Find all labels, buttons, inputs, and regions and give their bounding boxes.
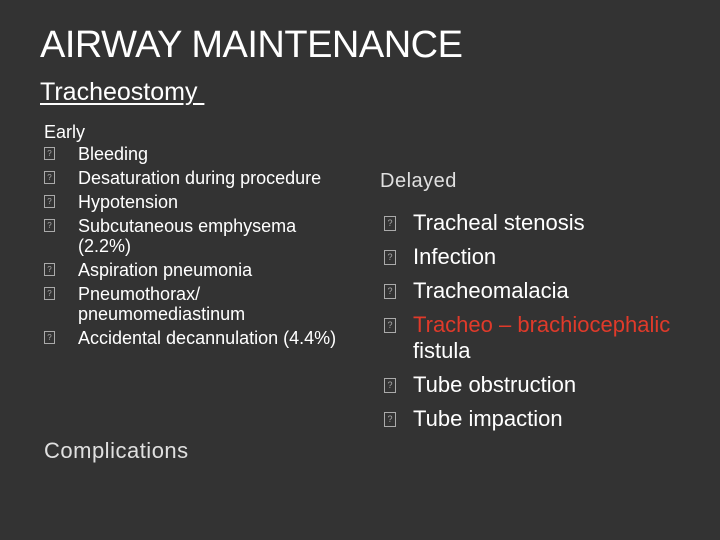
list-item: ? Tracheal stenosis: [384, 210, 714, 236]
bullet-icon: ?: [384, 216, 396, 231]
early-complications-list: [44, 122, 364, 352]
bullet-icon: ?: [44, 219, 55, 232]
bullet-icon: ?: [44, 263, 55, 276]
list-item: ? Desaturation during procedure: [44, 168, 364, 188]
list-item: ? Infection: [384, 244, 714, 270]
list-item: ? Aspiration pneumonia: [44, 260, 364, 280]
bullet-icon: ?: [384, 318, 396, 333]
list-item: ? Pneumothorax/ pneumomediastinum: [44, 284, 258, 324]
list-item: ? Tracheo – brachiocephalic fistula: [384, 312, 673, 364]
bullet-icon: ?: [384, 378, 396, 393]
bullet-icon: ?: [44, 287, 55, 300]
list-item: ? Accidental decannulation (4.4%): [44, 328, 348, 348]
delayed-label: Delayed: [380, 170, 457, 192]
delayed-complications-list: [384, 210, 714, 440]
early-label: Early: [44, 122, 86, 142]
highlighted-term: Tracheo – brachiocephalic: [413, 312, 671, 337]
bullet-icon: ?: [44, 171, 55, 184]
list-item: ? Subcutaneous emphysema (2.2%): [44, 216, 348, 256]
bullet-icon: ?: [44, 331, 55, 344]
list-item: ? Tracheomalacia: [384, 278, 714, 304]
list-item: ? Bleeding: [44, 144, 364, 164]
bullet-icon: ?: [384, 250, 396, 265]
list-item: ? Hypotension: [44, 192, 364, 212]
list-item: ? Tube impaction: [384, 406, 714, 432]
bullet-icon: ?: [384, 412, 396, 427]
bullet-icon: ?: [44, 147, 55, 160]
slide-subtitle: Tracheostomy: [40, 78, 205, 106]
bullet-icon: ?: [384, 284, 396, 299]
slide-title: AIRWAY MAINTENANCE: [40, 24, 463, 66]
complications-label: Complications: [44, 438, 189, 463]
bullet-icon: ?: [44, 195, 55, 208]
list-item: ? Tube obstruction: [384, 372, 714, 398]
